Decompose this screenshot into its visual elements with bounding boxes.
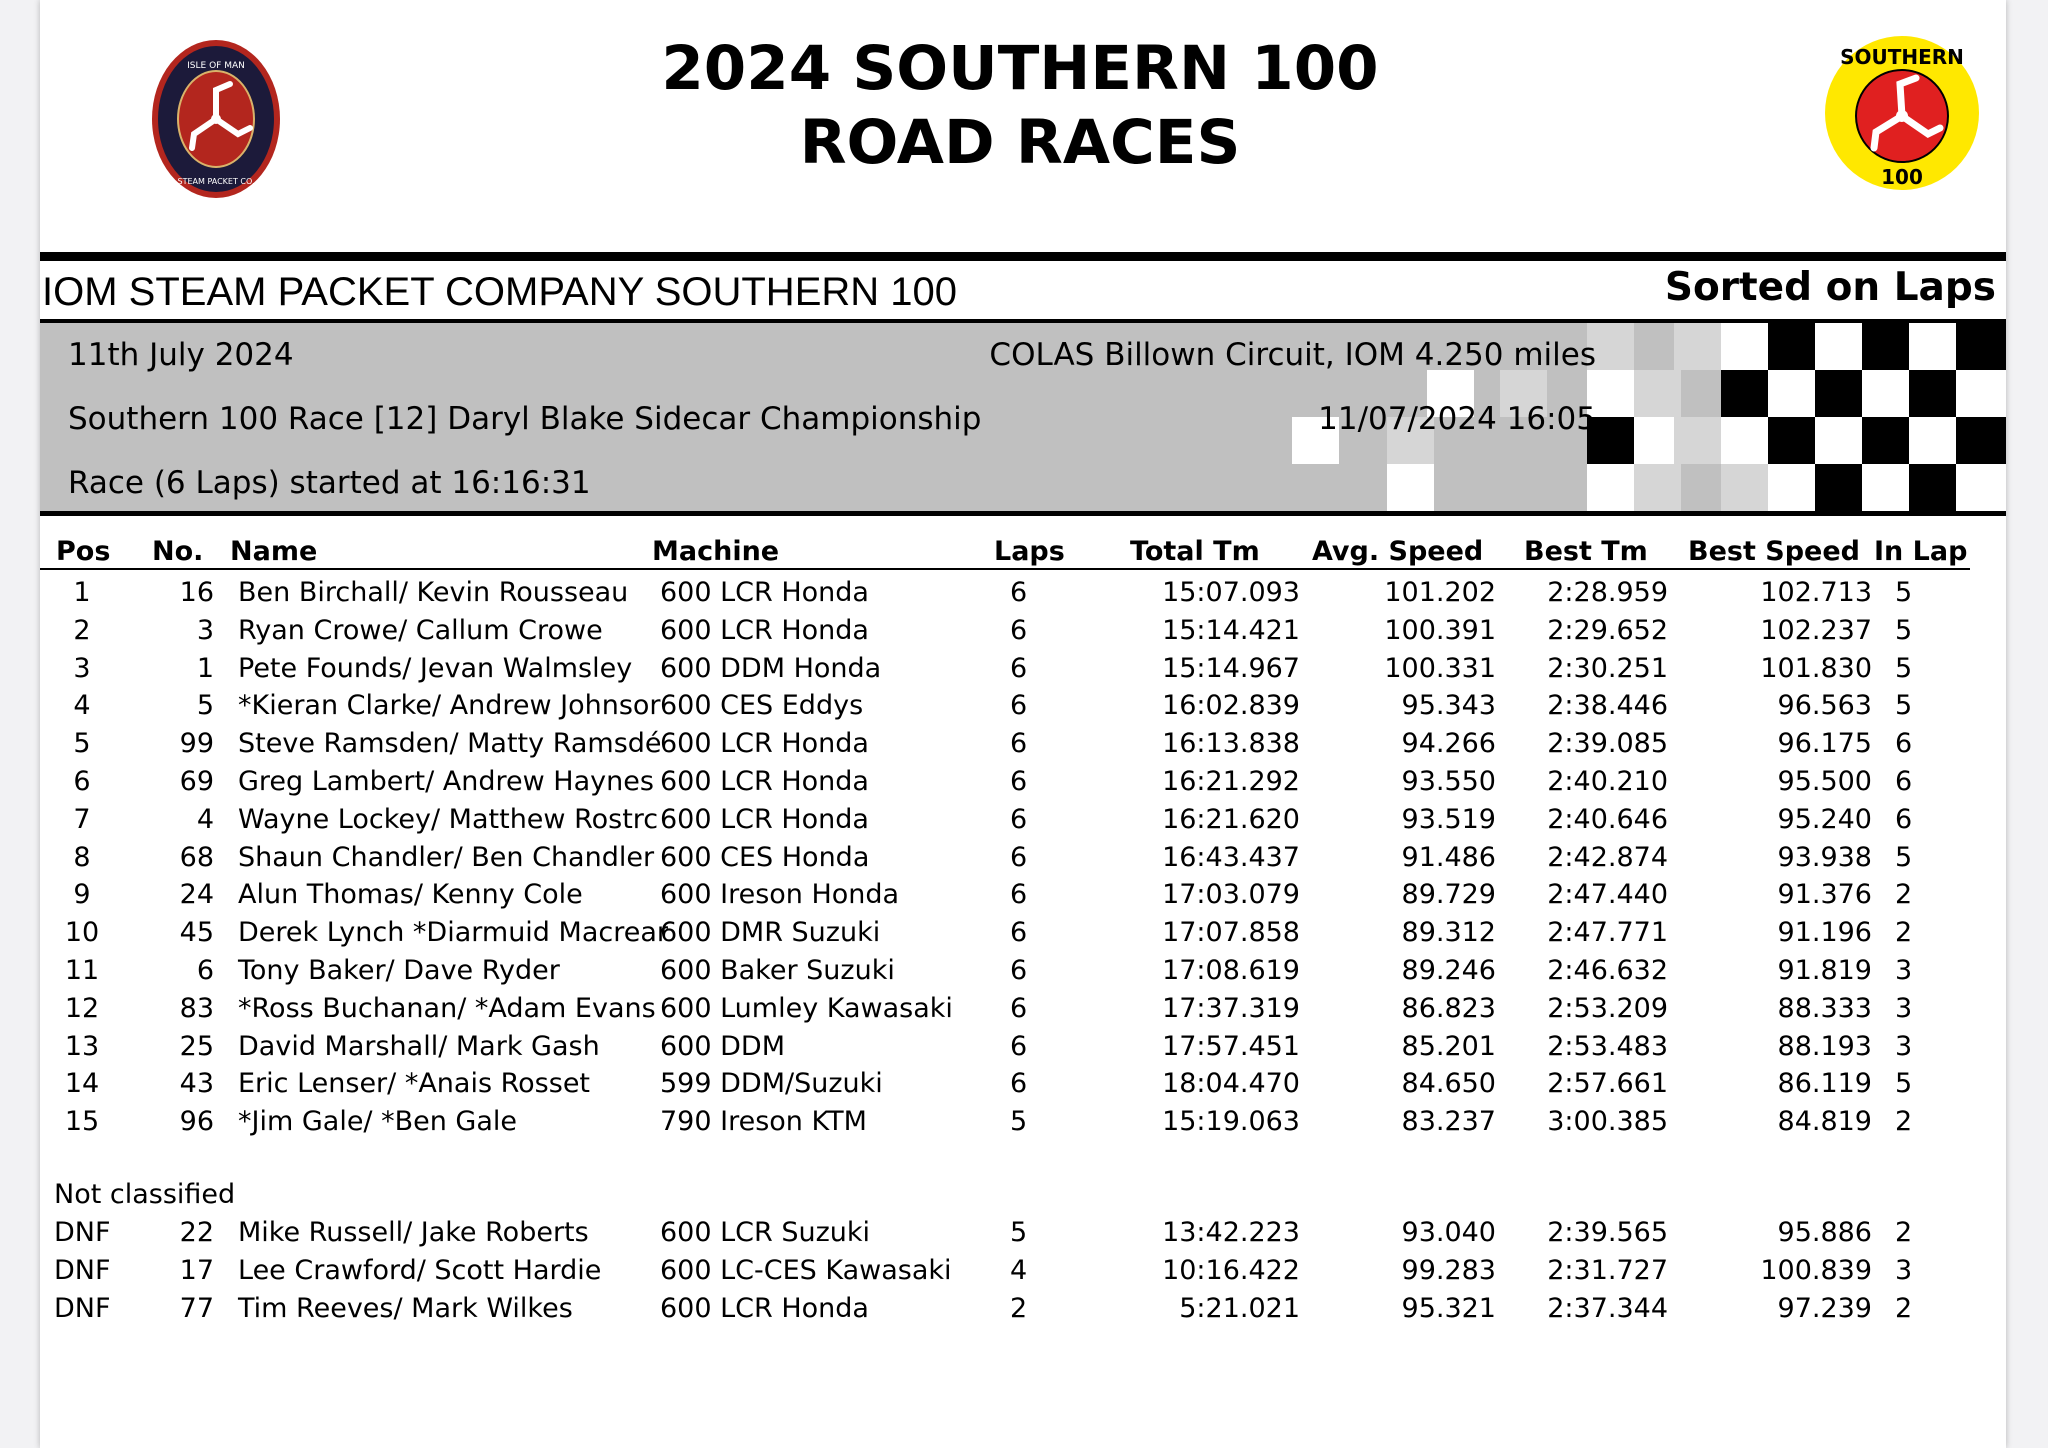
cell-best-speed: 102.713 bbox=[1760, 577, 1872, 608]
cell-no: 17 bbox=[179, 1254, 214, 1286]
cell-pos: 8 bbox=[73, 841, 91, 873]
header-underline bbox=[40, 568, 1970, 570]
cell-in-lap: 2 bbox=[1895, 1292, 1913, 1324]
cell-name: *Kieran Clarke/ Andrew Johnsor bbox=[238, 690, 661, 722]
cell-pos: 15 bbox=[64, 1106, 100, 1138]
cell-machine: 600 Baker Suzuki bbox=[660, 955, 895, 986]
sort-label: Sorted on Laps bbox=[1664, 265, 1996, 310]
cell-laps: 6 bbox=[1010, 614, 1028, 646]
results-sheet bbox=[40, 0, 2006, 1448]
race-start: Race (6 Laps) started at 16:16:31 bbox=[68, 465, 591, 501]
cell-best-speed: 100.839 bbox=[1760, 1254, 1872, 1286]
cell-no: 69 bbox=[179, 766, 214, 797]
cell-best-speed: 86.119 bbox=[1777, 1068, 1872, 1100]
race-date: 11th July 2024 bbox=[68, 337, 294, 373]
cell-machine: 600 LCR Honda bbox=[660, 577, 869, 608]
col-machine: Machine bbox=[652, 536, 780, 567]
cell-no: 83 bbox=[179, 992, 214, 1024]
cell-machine: 790 Ireson KTM bbox=[660, 1106, 867, 1138]
cell-in-lap: 3 bbox=[1895, 992, 1913, 1024]
cell-name: Alun Thomas/ Kenny Cole bbox=[238, 879, 583, 911]
cell-best-speed: 84.819 bbox=[1777, 1106, 1872, 1138]
cell-in-lap: 2 bbox=[1895, 1217, 1913, 1248]
cell-pos: 4 bbox=[73, 690, 91, 722]
top-rule bbox=[40, 252, 2006, 261]
cell-pos: DNF bbox=[54, 1292, 111, 1324]
cell-machine: 600 LCR Honda bbox=[660, 766, 869, 797]
cell-total: 17:08.619 bbox=[1162, 955, 1300, 986]
cell-in-lap: 3 bbox=[1895, 1254, 1913, 1286]
cell-name: Tim Reeves/ Mark Wilkes bbox=[238, 1292, 573, 1324]
cell-no: 68 bbox=[179, 841, 214, 873]
race-info-panel bbox=[40, 323, 2006, 511]
result-row bbox=[40, 990, 2006, 1028]
cell-laps: 6 bbox=[1010, 1068, 1028, 1100]
steam-packet-logo bbox=[150, 38, 282, 200]
cell-best-tm: 2:57.661 bbox=[1547, 1068, 1668, 1100]
result-row bbox=[40, 1065, 2006, 1103]
cell-best-tm: 2:40.210 bbox=[1547, 766, 1668, 797]
cell-machine: 600 Ireson Honda bbox=[660, 879, 900, 911]
cell-avg: 89.312 bbox=[1401, 917, 1496, 949]
cell-laps: 6 bbox=[1010, 652, 1028, 684]
cell-pos: 5 bbox=[73, 728, 91, 760]
cell-laps: 6 bbox=[1010, 955, 1028, 986]
result-row bbox=[40, 914, 2006, 952]
cell-machine: 600 LCR Honda bbox=[660, 614, 869, 646]
not-classified-label: Not classified bbox=[54, 1179, 236, 1210]
cell-avg: 93.550 bbox=[1401, 766, 1496, 797]
cell-in-lap: 2 bbox=[1895, 879, 1913, 911]
cell-total: 16:21.620 bbox=[1162, 803, 1300, 835]
cell-total: 15:14.967 bbox=[1162, 652, 1300, 684]
cell-best-speed: 96.175 bbox=[1777, 728, 1872, 760]
cell-best-speed: 102.237 bbox=[1760, 614, 1872, 646]
circuit-info: COLAS Billown Circuit, IOM 4.250 miles bbox=[989, 337, 1596, 373]
result-row bbox=[40, 650, 2006, 688]
cell-laps: 2 bbox=[1010, 1292, 1028, 1324]
cell-no: 4 bbox=[196, 803, 214, 835]
cell-name: David Marshall/ Mark Gash bbox=[238, 1030, 600, 1062]
cell-avg: 85.201 bbox=[1401, 1030, 1496, 1062]
cell-in-lap: 5 bbox=[1895, 690, 1913, 722]
cell-laps: 6 bbox=[1010, 690, 1028, 722]
cell-in-lap: 3 bbox=[1895, 1030, 1913, 1062]
cell-machine: 600 LCR Honda bbox=[660, 803, 869, 835]
cell-no: 43 bbox=[179, 1068, 214, 1100]
cell-pos: 14 bbox=[64, 1068, 100, 1100]
cell-no: 45 bbox=[179, 917, 214, 949]
cell-best-tm: 2:30.251 bbox=[1547, 652, 1668, 684]
col-best-speed: Best Speed bbox=[1688, 536, 1860, 567]
cell-laps: 5 bbox=[1010, 1106, 1028, 1138]
cell-best-speed: 95.500 bbox=[1777, 766, 1872, 797]
cell-best-tm: 2:39.085 bbox=[1547, 728, 1668, 760]
title-line-2: ROAD RACES bbox=[799, 107, 1241, 178]
cell-machine: 600 CES Eddys bbox=[660, 690, 864, 722]
cell-best-tm: 2:53.209 bbox=[1547, 992, 1668, 1024]
cell-best-tm: 2:39.565 bbox=[1547, 1217, 1668, 1248]
cell-in-lap: 6 bbox=[1895, 766, 1913, 797]
cell-avg: 93.040 bbox=[1401, 1217, 1496, 1248]
cell-best-speed: 93.938 bbox=[1777, 841, 1872, 873]
series-title: IOM STEAM PACKET COMPANY SOUTHERN 100 bbox=[42, 270, 957, 314]
cell-laps: 6 bbox=[1010, 803, 1028, 835]
result-row bbox=[40, 952, 2006, 990]
cell-best-speed: 91.196 bbox=[1777, 917, 1872, 949]
cell-total: 18:04.470 bbox=[1162, 1068, 1300, 1100]
cell-name: Ryan Crowe/ Callum Crowe bbox=[238, 614, 603, 646]
race-name: Southern 100 Race [12] Daryl Blake Sidecar Championship bbox=[68, 401, 982, 437]
cell-total: 15:07.093 bbox=[1162, 577, 1300, 608]
cell-in-lap: 5 bbox=[1895, 841, 1913, 873]
cell-best-tm: 2:31.727 bbox=[1547, 1254, 1668, 1286]
southern-100-logo bbox=[1822, 34, 1982, 192]
cell-name: Lee Crawford/ Scott Hardie bbox=[238, 1254, 602, 1286]
panel-bottom-rule bbox=[40, 511, 2006, 516]
cell-no: 6 bbox=[196, 955, 214, 986]
cell-no: 24 bbox=[179, 879, 214, 911]
cell-pos: 2 bbox=[73, 614, 91, 646]
cell-best-speed: 97.239 bbox=[1777, 1292, 1872, 1324]
cell-in-lap: 5 bbox=[1895, 652, 1913, 684]
cell-best-tm: 2:53.483 bbox=[1547, 1030, 1668, 1062]
cell-name: *Ross Buchanan/ *Adam Evans bbox=[238, 992, 656, 1024]
cell-pos: DNF bbox=[54, 1217, 111, 1248]
result-row bbox=[40, 839, 2006, 877]
cell-machine: 600 CES Honda bbox=[660, 841, 870, 873]
col-best-time: Best Tm bbox=[1524, 536, 1648, 567]
cell-best-tm: 2:46.632 bbox=[1547, 955, 1668, 986]
cell-total: 5:21.021 bbox=[1179, 1292, 1300, 1324]
cell-total: 15:14.421 bbox=[1162, 614, 1300, 646]
cell-avg: 86.823 bbox=[1401, 992, 1496, 1024]
cell-in-lap: 6 bbox=[1895, 728, 1913, 760]
cell-total: 17:37.319 bbox=[1162, 992, 1300, 1024]
cell-machine: 600 LC-CES Kawasaki bbox=[660, 1254, 952, 1286]
svg-text:100: 100 bbox=[1881, 165, 1923, 189]
cell-total: 16:21.292 bbox=[1162, 766, 1300, 797]
cell-laps: 6 bbox=[1010, 879, 1028, 911]
cell-best-tm: 2:37.344 bbox=[1547, 1292, 1668, 1324]
cell-pos: 3 bbox=[73, 652, 91, 684]
result-row bbox=[40, 1103, 2006, 1141]
cell-avg: 84.650 bbox=[1401, 1068, 1496, 1100]
cell-in-lap: 5 bbox=[1895, 614, 1913, 646]
cell-no: 22 bbox=[179, 1217, 214, 1248]
result-row bbox=[40, 612, 2006, 650]
cell-laps: 6 bbox=[1010, 992, 1028, 1024]
svg-text:SOUTHERN: SOUTHERN bbox=[1840, 45, 1964, 69]
col-name: Name bbox=[230, 536, 318, 567]
cell-in-lap: 2 bbox=[1895, 917, 1913, 949]
col-pos: Pos bbox=[56, 536, 111, 567]
cell-name: Mike Russell/ Jake Roberts bbox=[238, 1217, 589, 1248]
cell-best-speed: 88.333 bbox=[1777, 992, 1872, 1024]
cell-machine: 599 DDM/Suzuki bbox=[660, 1068, 883, 1100]
cell-total: 13:42.223 bbox=[1162, 1217, 1300, 1248]
col-in-lap: In Lap bbox=[1874, 536, 1968, 567]
cell-avg: 93.519 bbox=[1401, 803, 1496, 835]
cell-total: 17:07.858 bbox=[1162, 917, 1300, 949]
cell-best-tm: 2:42.874 bbox=[1547, 841, 1668, 873]
cell-no: 99 bbox=[179, 728, 214, 760]
cell-pos: 9 bbox=[73, 879, 91, 911]
cell-in-lap: 5 bbox=[1895, 1068, 1913, 1100]
results-header-row bbox=[40, 533, 2006, 571]
cell-name: Tony Baker/ Dave Ryder bbox=[238, 955, 560, 986]
cell-pos: 7 bbox=[73, 803, 91, 835]
cell-pos: 6 bbox=[73, 766, 91, 797]
title-line-1: 2024 SOUTHERN 100 bbox=[661, 33, 1379, 104]
cell-avg: 89.729 bbox=[1401, 879, 1496, 911]
cell-avg: 91.486 bbox=[1401, 841, 1496, 873]
cell-avg: 95.321 bbox=[1401, 1292, 1496, 1324]
cell-best-speed: 91.376 bbox=[1777, 879, 1872, 911]
cell-no: 77 bbox=[179, 1292, 214, 1324]
result-row bbox=[40, 763, 2006, 801]
svg-text:STEAM PACKET CO.: STEAM PACKET CO. bbox=[177, 177, 255, 186]
cell-laps: 6 bbox=[1010, 766, 1028, 797]
cell-machine: 600 DMR Suzuki bbox=[660, 917, 881, 949]
cell-name: Pete Founds/ Jevan Walmsley bbox=[238, 652, 633, 684]
cell-total: 17:03.079 bbox=[1162, 879, 1300, 911]
report-timestamp: 11/07/2024 16:05 bbox=[1318, 401, 1596, 437]
cell-no: 1 bbox=[196, 652, 214, 684]
cell-avg: 94.266 bbox=[1401, 728, 1496, 760]
cell-no: 5 bbox=[196, 690, 214, 722]
cell-total: 15:19.063 bbox=[1162, 1106, 1300, 1138]
cell-best-tm: 2:38.446 bbox=[1547, 690, 1668, 722]
cell-name: Eric Lenser/ *Anais Rosset bbox=[238, 1068, 591, 1100]
result-row bbox=[40, 725, 2006, 763]
cell-best-tm: 2:28.959 bbox=[1547, 577, 1668, 608]
cell-laps: 6 bbox=[1010, 1030, 1028, 1062]
result-row bbox=[40, 687, 2006, 725]
cell-machine: 600 LCR Honda bbox=[660, 728, 869, 760]
cell-machine: 600 LCR Honda bbox=[660, 1292, 869, 1324]
cell-avg: 100.331 bbox=[1384, 652, 1496, 684]
cell-total: 17:57.451 bbox=[1162, 1030, 1300, 1062]
cell-pos: 10 bbox=[64, 917, 100, 949]
col-total-time: Total Tm bbox=[1130, 536, 1260, 567]
dnf-row bbox=[40, 1252, 2006, 1290]
cell-name: Ben Birchall/ Kevin Rousseau bbox=[238, 577, 629, 608]
cell-total: 10:16.422 bbox=[1162, 1254, 1300, 1286]
cell-total: 16:43.437 bbox=[1162, 841, 1300, 873]
cell-no: 96 bbox=[179, 1106, 214, 1138]
cell-no: 25 bbox=[179, 1030, 214, 1062]
cell-best-speed: 91.819 bbox=[1777, 955, 1872, 986]
cell-best-tm: 2:40.646 bbox=[1547, 803, 1668, 835]
cell-name: Shaun Chandler/ Ben Chandler bbox=[238, 841, 655, 873]
cell-machine: 600 DDM bbox=[660, 1030, 785, 1062]
cell-avg: 99.283 bbox=[1401, 1254, 1496, 1286]
cell-name: Greg Lambert/ Andrew Haynes bbox=[238, 766, 654, 797]
cell-pos: 13 bbox=[64, 1030, 100, 1062]
result-row bbox=[40, 876, 2006, 914]
page-title bbox=[580, 32, 1460, 180]
cell-avg: 95.343 bbox=[1401, 690, 1496, 722]
cell-avg: 101.202 bbox=[1384, 577, 1496, 608]
col-no: No. bbox=[152, 536, 204, 567]
cell-total: 16:13.838 bbox=[1162, 728, 1300, 760]
cell-in-lap: 2 bbox=[1895, 1106, 1913, 1138]
cell-pos: 12 bbox=[64, 992, 100, 1024]
cell-name: Derek Lynch *Diarmuid Macrear bbox=[238, 917, 668, 949]
result-row bbox=[40, 801, 2006, 839]
cell-name: Wayne Lockey/ Matthew Rostrc bbox=[238, 803, 659, 835]
cell-laps: 5 bbox=[1010, 1217, 1028, 1248]
cell-laps: 6 bbox=[1010, 728, 1028, 760]
cell-best-tm: 2:29.652 bbox=[1547, 614, 1668, 646]
cell-best-tm: 3:00.385 bbox=[1547, 1106, 1668, 1138]
cell-in-lap: 5 bbox=[1895, 577, 1913, 608]
result-row bbox=[40, 1028, 2006, 1066]
result-row bbox=[40, 574, 2006, 612]
cell-no: 3 bbox=[196, 614, 214, 646]
cell-laps: 4 bbox=[1010, 1254, 1028, 1286]
cell-avg: 89.246 bbox=[1401, 955, 1496, 986]
dnf-row bbox=[40, 1214, 2006, 1252]
cell-laps: 6 bbox=[1010, 841, 1028, 873]
cell-pos: 1 bbox=[73, 577, 91, 608]
dnf-row bbox=[40, 1290, 2006, 1328]
cell-best-speed: 95.886 bbox=[1777, 1217, 1872, 1248]
cell-in-lap: 3 bbox=[1895, 955, 1913, 986]
cell-laps: 6 bbox=[1010, 917, 1028, 949]
cell-avg: 100.391 bbox=[1384, 614, 1496, 646]
col-laps: Laps bbox=[994, 536, 1065, 567]
cell-total: 16:02.839 bbox=[1162, 690, 1300, 722]
svg-text:ISLE OF MAN: ISLE OF MAN bbox=[187, 61, 245, 71]
cell-best-speed: 95.240 bbox=[1777, 803, 1872, 835]
cell-machine: 600 LCR Suzuki bbox=[660, 1217, 871, 1248]
cell-machine: 600 DDM Honda bbox=[660, 652, 882, 684]
cell-best-speed: 88.193 bbox=[1777, 1030, 1872, 1062]
cell-machine: 600 Lumley Kawasaki bbox=[660, 992, 953, 1024]
cell-laps: 6 bbox=[1010, 577, 1028, 608]
cell-best-tm: 2:47.771 bbox=[1547, 917, 1668, 949]
cell-in-lap: 6 bbox=[1895, 803, 1913, 835]
cell-best-speed: 96.563 bbox=[1777, 690, 1872, 722]
cell-pos: DNF bbox=[54, 1254, 111, 1286]
cell-name: Steve Ramsden/ Matty Ramsdé bbox=[238, 728, 662, 760]
cell-best-tm: 2:47.440 bbox=[1547, 879, 1668, 911]
cell-no: 16 bbox=[179, 577, 214, 608]
cell-name: *Jim Gale/ *Ben Gale bbox=[238, 1106, 518, 1138]
cell-pos: 11 bbox=[64, 955, 100, 986]
col-avg-speed: Avg. Speed bbox=[1312, 536, 1484, 567]
cell-avg: 83.237 bbox=[1401, 1106, 1496, 1138]
cell-best-speed: 101.830 bbox=[1760, 652, 1872, 684]
